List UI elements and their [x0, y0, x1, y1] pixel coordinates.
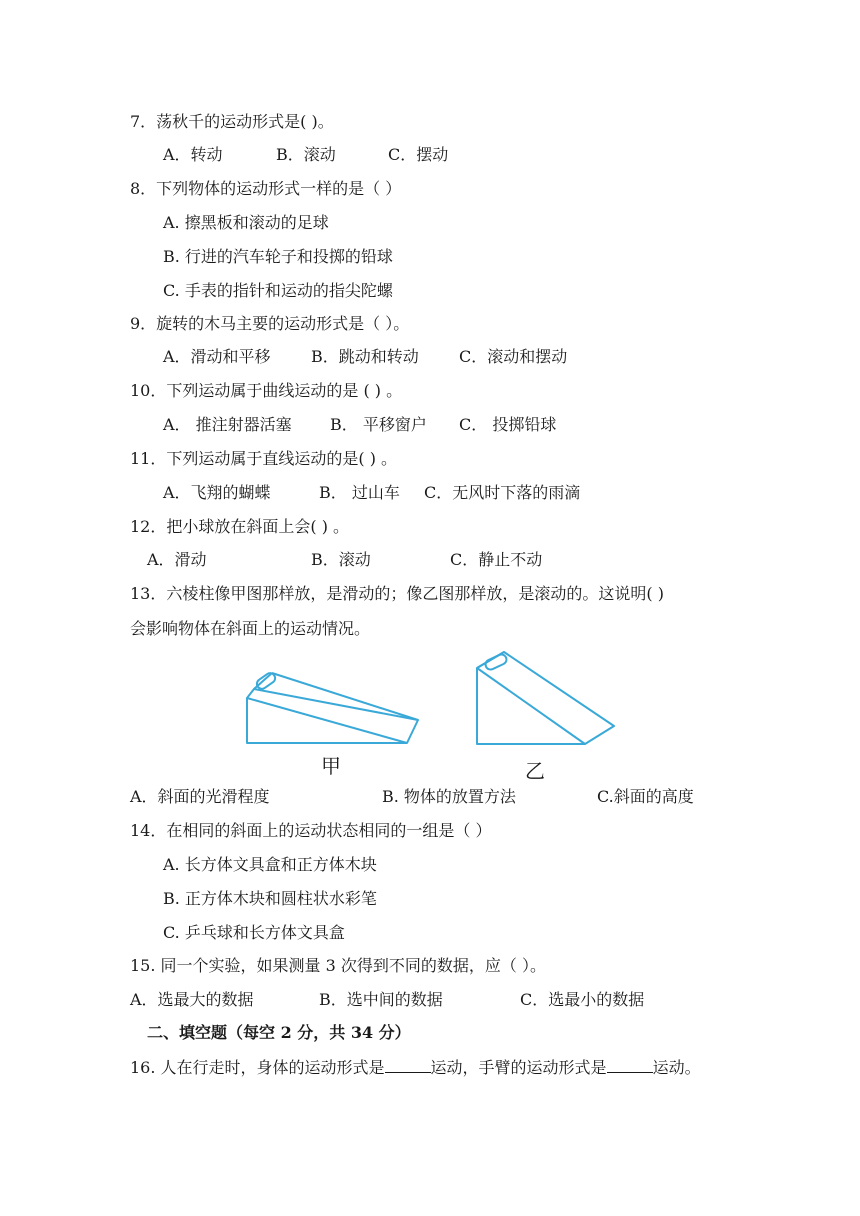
section-2-heading: 二、填空题（每空 2 分，共 34 分） [147, 1023, 411, 1042]
q16-part-1: 16. 人在行走时，身体的运动形式是 [130, 1058, 385, 1077]
q13-option-b: B. 物体的放置方法 [382, 787, 516, 806]
question-13-stem-line1: 13．六棱柱像甲图那样放，是滑动的；像乙图那样放，是滚动的。这说明( ) [130, 584, 664, 603]
q9-option-b: B．跳动和转动 [311, 347, 419, 366]
q16-part-2: 运动，手臂的运动形式是 [430, 1058, 607, 1077]
q9-option-a: A．滑动和平移 [163, 347, 271, 366]
q14-option-c: C. 乒乓球和长方体文具盒 [163, 923, 345, 942]
question-13-stem-line2: 会影响物体在斜面上的运动情况。 [130, 619, 371, 638]
q8-option-c: C. 手表的指针和运动的指尖陀螺 [163, 281, 393, 300]
q12-option-b: B．滚动 [311, 550, 371, 569]
q9-option-c: C．滚动和摆动 [459, 347, 568, 366]
question-14-stem: 14．在相同的斜面上的运动状态相同的一组是（ ） [130, 821, 492, 840]
question-15-stem: 15. 同一个实验，如果测量 3 次得到不同的数据，应（ ）。 [130, 956, 546, 975]
question-7-stem: 7．荡秋千的运动形式是( )。 [130, 112, 334, 131]
q16-blank-2[interactable] [607, 1056, 653, 1073]
q7-option-c: C．摆动 [388, 145, 449, 164]
question-11-stem: 11．下列运动属于直线运动的是( ) 。 [130, 449, 398, 468]
figure-label-jia: 甲 [321, 754, 341, 778]
question-16 [130, 1056, 701, 1079]
q14-option-a: A. 长方体文具盒和正方体木块 [163, 855, 377, 874]
figure-label-yi: 乙 [525, 759, 545, 783]
q11-option-b: B． 过山车 [319, 483, 400, 502]
q16-part-3: 运动。 [652, 1058, 701, 1077]
q16-blank-1[interactable] [385, 1056, 431, 1073]
q13-option-a: A．斜面的光滑程度 [130, 787, 270, 806]
q15-option-b: B．选中间的数据 [319, 990, 443, 1009]
q12-option-c: C．静止不动 [450, 550, 543, 569]
question-12-stem: 12．把小球放在斜面上会( ) 。 [130, 517, 350, 536]
q15-option-c: C．选最小的数据 [520, 990, 645, 1009]
q8-option-a: A. 擦黑板和滚动的足球 [163, 213, 329, 232]
q13-option-c: C.斜面的高度 [597, 787, 694, 806]
jia-hexagonal-prism [255, 671, 277, 691]
q10-option-a: A． 推注射器活塞 [163, 415, 292, 434]
incline-figure-yi [470, 650, 620, 750]
q11-option-c: C．无风时下落的雨滴 [424, 483, 581, 502]
q12-option-a: A．滑动 [147, 550, 207, 569]
q14-option-b: B. 正方体木块和圆柱状水彩笔 [163, 889, 377, 908]
q10-option-b: B． 平移窗户 [330, 415, 427, 434]
jia-incline-body [247, 689, 418, 743]
question-8-stem: 8．下列物体的运动形式一样的是（ ） [130, 179, 402, 198]
q7-option-a: A．转动 [163, 145, 223, 164]
question-10-stem: 10．下列运动属于曲线运动的是 ( ) 。 [130, 381, 403, 400]
q15-option-a: A．选最大的数据 [130, 990, 254, 1009]
q8-option-b: B. 行进的汽车轮子和投掷的铅球 [163, 247, 393, 266]
incline-figure-jia [240, 665, 430, 750]
q11-option-a: A．飞翔的蝴蝶 [163, 483, 271, 502]
q7-option-b: B．滚动 [276, 145, 336, 164]
question-9-stem: 9．旋转的木马主要的运动形式是（ ）。 [130, 314, 410, 333]
q10-option-c: C． 投掷铅球 [459, 415, 557, 434]
